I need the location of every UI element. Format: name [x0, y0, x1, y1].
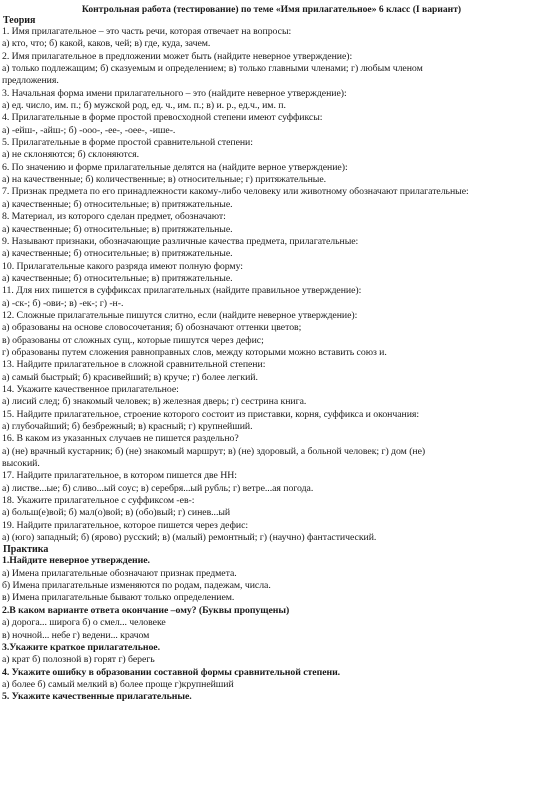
- answer-line: а) качественные; б) относительные; в) притяжательные.: [2, 198, 233, 210]
- question-line: 16. В каком из указанных случаев не пишется раздельно?: [2, 433, 239, 445]
- question-line: 14. Укажите качественное прилагательное:: [2, 383, 179, 395]
- question-line: 11. Для них пишется в суффиксах прилагательных (найдите правильное утверждение):: [2, 285, 362, 297]
- answer-line: а) (юго) западный; б) (ярово) русский; в) (малый) ремонтный; г) (научно) фантастический.: [2, 532, 377, 544]
- question-line: 12. Сложные прилагательные пишутся слитно, если (найдите неверное утверждение):: [2, 309, 358, 321]
- question-line: 10. Прилагательные какого разряда имеют полную форму:: [2, 260, 243, 272]
- answer-line: а) больш(е)вой; б) мал(о)вой; в) (обо)вый; г) синев...ый: [2, 507, 231, 519]
- question-line: 3. Начальная форма имени прилагательного – это (найдите неверное утверждение):: [2, 87, 347, 99]
- theory-section: [2, 26, 541, 544]
- answer-line: а) глубочайший; б) безбрежный; в) красный; г) крупнейший.: [2, 421, 253, 432]
- answer-line: а) самый быстрый; б) красивейший; в) круче; г) более легкий.: [2, 371, 258, 383]
- practice-section: [2, 555, 541, 703]
- section-practice-heading: Практика: [3, 544, 49, 556]
- answer-line: а) образованы на основе словосочетания; б) обозначают оттенки цветов;: [2, 322, 302, 334]
- question-line: 15. Найдите прилагательное, строение которого состоит из приставки, корня, суффикса и окончания:: [2, 408, 420, 420]
- question-line: 7. Признак предмета по его принадлежности какому-либо человеку или животному обозначают прилагательные:: [2, 186, 469, 198]
- question-line: 1. Имя прилагательное – это часть речи, которая отвечает на вопросы:: [2, 26, 292, 37]
- answer-line: а) крат б) полозной в) горят г) берегь: [2, 654, 155, 666]
- answer-line: а) -ейш-, -айш-; б) -ооо-, -ее-, -оее-, -ише-.: [2, 124, 176, 136]
- answer-line: а) на качественные; б) количественные; в) относительные; г) притяжательные.: [2, 174, 327, 186]
- answer-line: б) Имена прилагательные изменяются по родам, падежам, числа.: [2, 580, 271, 592]
- answer-line: высокий.: [2, 458, 40, 470]
- answer-line: а) качественные; б) относительные; в) притяжательные.: [2, 223, 233, 235]
- question-line: 19. Найдите прилагательное, которое пишется через дефис:: [2, 519, 249, 531]
- question-line: 1.Найдите неверное утверждение.: [2, 555, 150, 567]
- answer-line: а) более б) самый мелкий в) более проще г)крупнейший: [2, 678, 234, 690]
- answer-line: а) только подлежащим; б) сказуемым и определением; в) только главными членами; г) любым членом: [2, 63, 423, 75]
- answer-line: а) Имена прилагательные обозначают признак предмета.: [2, 567, 237, 579]
- answer-line: а) качественные; б) относительные; в) притяжательные.: [2, 248, 233, 260]
- page-title: Контрольная работа (тестирование) по теме «Имя прилагательное» 6 класс (I вариант): [81, 4, 462, 15]
- question-line: 2.В каком варианте ответа окончание –ому? (Буквы пропущены): [2, 604, 290, 616]
- question-line: 9. Называют признаки, обозначающие различные качества предмета, прилагательные:: [2, 235, 359, 247]
- question-line: 4. Укажите ошибку в образовании составной формы сравнительной степени.: [2, 666, 341, 678]
- answer-line: а) не склоняются; б) склоняются.: [2, 149, 139, 161]
- question-line: 3.Укажите краткое прилагательное.: [2, 641, 161, 653]
- answer-line: а) дорога... широга б) о смел... человеке: [2, 617, 166, 629]
- answer-line: в) ночной... небе г) ведени... крачом: [2, 629, 150, 641]
- answer-line: г) образованы путем сложения равноправных слов, между которыми можно вставить союз и.: [2, 346, 387, 358]
- question-line: 5. Прилагательные в форме простой сравнительной степени:: [2, 137, 253, 149]
- answer-line: а) листве...ые; б) сливо...ый соус; в) серебря...ый рубль; г) ветре...ая погода.: [2, 482, 314, 494]
- section-theory-heading: Теория: [3, 15, 36, 26]
- answer-line: а) ед. число, им. п.; б) мужской род, ед. ч., им. п.; в) и. р., ед.ч., им. п.: [2, 100, 286, 112]
- question-line: 6. По значению и форме прилагательные делятся на (найдите верное утверждение):: [2, 161, 348, 173]
- answer-line: в) образованы от сложных сущ., которые пишутся через дефис;: [2, 334, 264, 346]
- question-line: 5. Укажите качественные прилагательные.: [2, 691, 192, 703]
- question-line: 13. Найдите прилагательное в сложной сравнительной степени:: [2, 359, 266, 371]
- answer-line: а) кто, что; б) какой, каков, чей; в) где, куда, зачем.: [2, 38, 211, 50]
- answer-line: а) (не) врачный кустарник; б) (не) знакомый маршрут; в) (не) здоровый, а больной человек; г) дом (не): [2, 445, 426, 457]
- question-line: 2. Имя прилагательное в предложении может быть (найдите неверное утверждение):: [2, 50, 353, 62]
- answer-line: а) лисий след; б) знакомый человек; в) железная дверь; г) сестрина книга.: [2, 396, 307, 408]
- answer-line: в) Имена прилагательные бывают только определением.: [2, 592, 235, 604]
- answer-line: а) качественные; б) относительные; в) притяжательные.: [2, 272, 233, 284]
- question-line: 8. Материал, из которого сделан предмет, обозначают:: [2, 211, 226, 223]
- question-line: 17. Найдите прилагательное, в котором пишется две НН:: [2, 470, 237, 482]
- question-line: 4. Прилагательные в форме простой превосходной степени имеют суффиксы:: [2, 112, 323, 124]
- answer-line: предложения.: [2, 75, 59, 87]
- question-line: 18. Укажите прилагательное с суффиксом -ев-:: [2, 495, 195, 507]
- answer-line: а) -ск-; б) -ови-; в) -ек-; г) -н-.: [2, 297, 124, 309]
